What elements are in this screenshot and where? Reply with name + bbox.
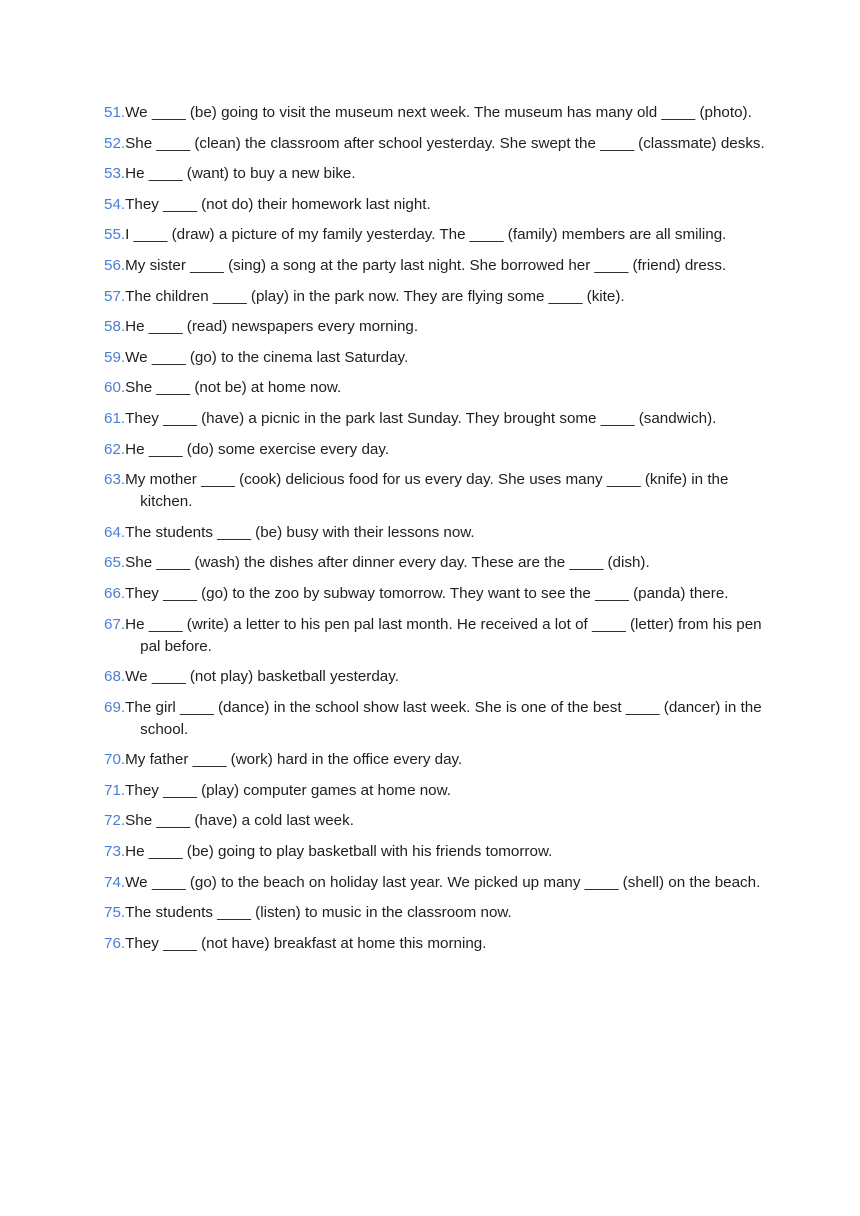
exercise-item xyxy=(104,316,769,338)
exercise-number: 60. xyxy=(104,379,126,397)
exercise-text: He ____ (want) to buy a new bike. xyxy=(125,165,356,183)
exercise-number: 72. xyxy=(104,812,126,830)
exercise-item xyxy=(104,933,769,955)
exercise-text: She ____ (wash) the dishes after dinner every day. These are the ____ (dish). xyxy=(125,554,650,572)
exercise-number: 56. xyxy=(104,256,126,274)
exercise-item xyxy=(104,439,769,461)
exercise-text: The students ____ (listen) to music in the classroom now. xyxy=(125,904,512,922)
exercise-item xyxy=(104,697,769,741)
exercise-number: 55. xyxy=(104,226,126,244)
exercise-text: My mother ____ (cook) delicious food for us every day. She uses many ____ (knife) in the kitchen. xyxy=(125,471,729,511)
exercise-item xyxy=(104,286,769,308)
exercise-number: 63. xyxy=(104,471,126,489)
exercise-number: 62. xyxy=(104,440,126,458)
exercise-text: We ____ (be) going to visit the museum next week. The museum has many old ____ (photo). xyxy=(125,104,752,121)
exercise-number: 73. xyxy=(104,843,126,861)
exercise-item xyxy=(104,133,769,155)
exercise-text: We ____ (go) to the cinema last Saturday. xyxy=(125,348,409,366)
exercise-number: 75. xyxy=(104,904,126,922)
exercise-text: They ____ (not do) their homework last night. xyxy=(125,195,431,213)
exercise-number: 59. xyxy=(104,348,126,366)
exercise-number: 66. xyxy=(104,584,126,602)
exercise-number: 52. xyxy=(104,134,126,152)
exercise-item xyxy=(104,841,769,863)
exercise-text: He ____ (write) a letter to his pen pal last month. He received a lot of ____ (letter) from his pen pal before. xyxy=(125,615,762,655)
exercise-text: They ____ (not have) breakfast at home this morning. xyxy=(125,934,487,952)
exercise-item xyxy=(104,614,769,658)
exercise-item xyxy=(104,224,769,246)
exercise-text: He ____ (read) newspapers every morning. xyxy=(125,318,419,336)
exercise-text: The girl ____ (dance) in the school show last week. She is one of the best ____ (dancer) in the school. xyxy=(125,698,762,738)
exercise-item xyxy=(104,666,769,688)
exercise-text: We ____ (go) to the beach on holiday last year. We picked up many ____ (shell) on the beach. xyxy=(125,873,761,891)
exercise-text: They ____ (have) a picnic in the park last Sunday. They brought some ____ (sandwich). xyxy=(125,409,717,427)
exercise-item xyxy=(104,163,769,185)
exercise-item xyxy=(104,583,769,605)
exercise-item xyxy=(104,347,769,369)
exercise-number: 53. xyxy=(104,165,126,183)
exercise-number: 70. xyxy=(104,751,126,769)
exercise-item xyxy=(104,810,769,832)
exercise-item xyxy=(104,408,769,430)
exercise-text: The students ____ (be) busy with their lessons now. xyxy=(125,523,475,541)
exercise-item xyxy=(104,552,769,574)
exercise-number: 54. xyxy=(104,195,126,213)
exercise-item xyxy=(104,902,769,924)
exercise-text: He ____ (do) some exercise every day. xyxy=(125,440,390,458)
exercise-item xyxy=(104,255,769,277)
exercise-text: They ____ (go) to the zoo by subway tomorrow. They want to see the ____ (panda) there. xyxy=(125,584,729,602)
exercise-number: 58. xyxy=(104,318,126,336)
exercise-text: She ____ (clean) the classroom after school yesterday. She swept the ____ (classmate) desks. xyxy=(125,134,765,152)
exercise-text: She ____ (not be) at home now. xyxy=(125,379,342,397)
exercise-number: 57. xyxy=(104,287,126,305)
exercise-number: 68. xyxy=(104,668,126,686)
exercise-number: 61. xyxy=(104,409,126,427)
exercise-item xyxy=(104,872,769,894)
exercise-number: 74. xyxy=(104,873,126,891)
exercise-text: They ____ (play) computer games at home now. xyxy=(125,781,451,799)
exercise-item xyxy=(104,377,769,399)
exercise-item xyxy=(104,522,769,544)
exercise-text: He ____ (be) going to play basketball with his friends tomorrow. xyxy=(125,843,553,861)
exercise-item xyxy=(104,749,769,771)
exercise-text: She ____ (have) a cold last week. xyxy=(125,812,354,830)
exercise-item xyxy=(104,780,769,802)
exercise-text: I ____ (draw) a picture of my family yesterday. The ____ (family) members are all smiling. xyxy=(125,226,727,244)
exercise-number: 76. xyxy=(104,934,126,952)
exercise-number: 64. xyxy=(104,523,126,541)
exercise-text: We ____ (not play) basketball yesterday. xyxy=(125,668,399,686)
exercise-number: 69. xyxy=(104,698,126,716)
exercise-text: My father ____ (work) hard in the office every day. xyxy=(125,751,463,769)
exercise-number: 67. xyxy=(104,615,126,633)
exercise-item xyxy=(104,469,769,513)
exercise-text: The children ____ (play) in the park now. They are flying some ____ (kite). xyxy=(125,287,625,305)
exercise-number: 71. xyxy=(104,781,126,799)
exercise-number: 65. xyxy=(104,554,126,572)
exercise-item xyxy=(104,102,769,124)
exercise-item xyxy=(104,194,769,216)
exercise-number: 51. xyxy=(104,104,126,121)
exercise-text: My sister ____ (sing) a song at the party last night. She borrowed her ____ (friend) dress. xyxy=(125,256,727,274)
exercise-list xyxy=(104,102,769,963)
